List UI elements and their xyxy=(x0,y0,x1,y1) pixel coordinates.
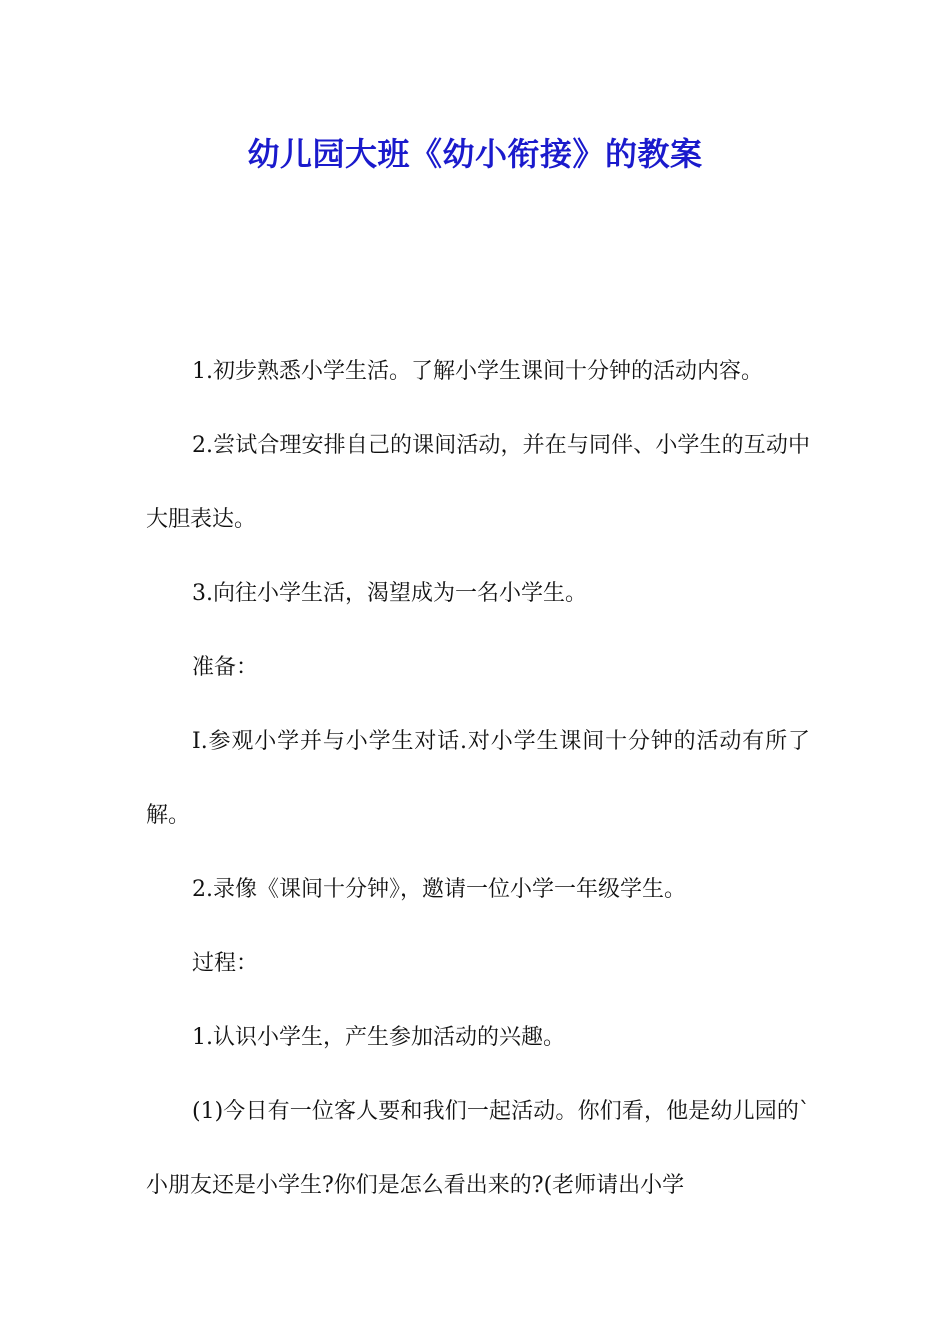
document-body xyxy=(146,335,810,1223)
paragraph-process-1-1: (1)今日有一位客人要和我们一起活动。你们看，他是幼儿园的`小朋友还是小学生?你们是怎么看出来的?(老师请出小学 xyxy=(146,1099,810,1198)
section-heading-process: 过程： xyxy=(192,951,259,976)
paragraph-preparation-2: 2.录像《课间十分钟》，邀请一位小学一年级学生。 xyxy=(192,877,686,902)
paragraph-objective-2: 2.尝试合理安排自己的课间活动，并在与同伴、小学生的互动中大胆表达。 xyxy=(146,433,810,532)
paragraph-preparation-1: I.参观小学并与小学生对话.对小学生课间十分钟的活动有所了解。 xyxy=(146,729,810,828)
section-heading-preparation: 准备： xyxy=(192,655,259,680)
paragraph-process-1: 1.认识小学生，产生参加活动的兴趣。 xyxy=(192,1025,565,1050)
document-title: 幼儿园大班《幼小衔接》的教案 xyxy=(247,135,703,173)
paragraph-objective-3: 3.向往小学生活，渴望成为一名小学生。 xyxy=(192,581,587,606)
paragraph-objective-1: 1.初步熟悉小学生活。了解小学生课间十分钟的活动内容。 xyxy=(192,359,763,384)
